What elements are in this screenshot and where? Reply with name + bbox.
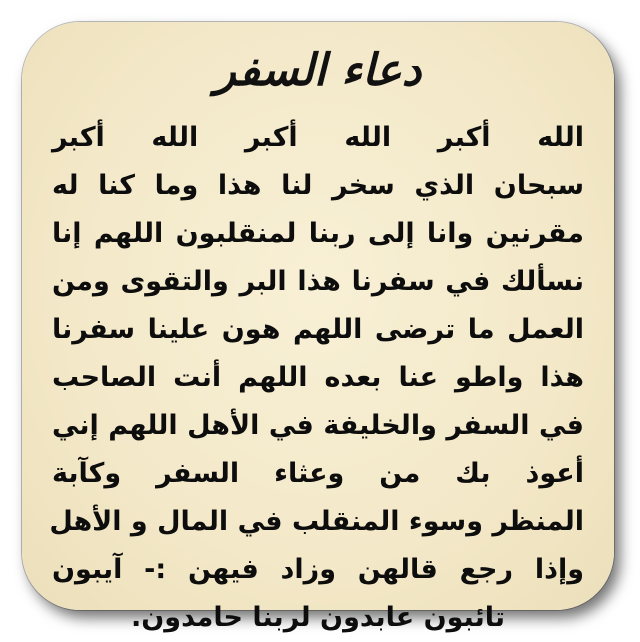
prayer-line-11: تائبون عابدون لربنا حامدون. xyxy=(131,602,505,633)
prayer-line-10: وإذا رجع قالهن وزاد فيهن :- آيبون xyxy=(52,554,584,585)
prayer-text xyxy=(49,114,584,642)
prayer-line-3: مقرنين وانا إلى ربنا لمنقلبون اللهم إنا xyxy=(52,218,584,249)
prayer-line-9: المنظر وسوء المنقلب في المال و الأهل xyxy=(49,506,584,537)
card-title: دعاء السفر xyxy=(214,45,422,96)
prayer-line-2: سبحان الذي سخر لنا هذا وما كنا له xyxy=(52,170,584,201)
prayer-line-5: العمل ما ترضى اللهم هون علينا سفرنا xyxy=(52,314,584,345)
prayer-line-8: أعوذ بك من وعثاء السفر وكآبة xyxy=(52,458,584,489)
prayer-line-6: هذا واطو عنا بعده اللهم أنت الصاحب xyxy=(52,362,584,393)
prayer-card xyxy=(22,22,614,633)
prayer-line-7: في السفر والخليفة في الأهل اللهم إني xyxy=(52,410,584,441)
prayer-line-1: الله أكبر الله أكبر الله أكبر xyxy=(52,122,584,153)
prayer-line-4: نسألك في سفرنا هذا البر والتقوى ومن xyxy=(52,266,584,297)
